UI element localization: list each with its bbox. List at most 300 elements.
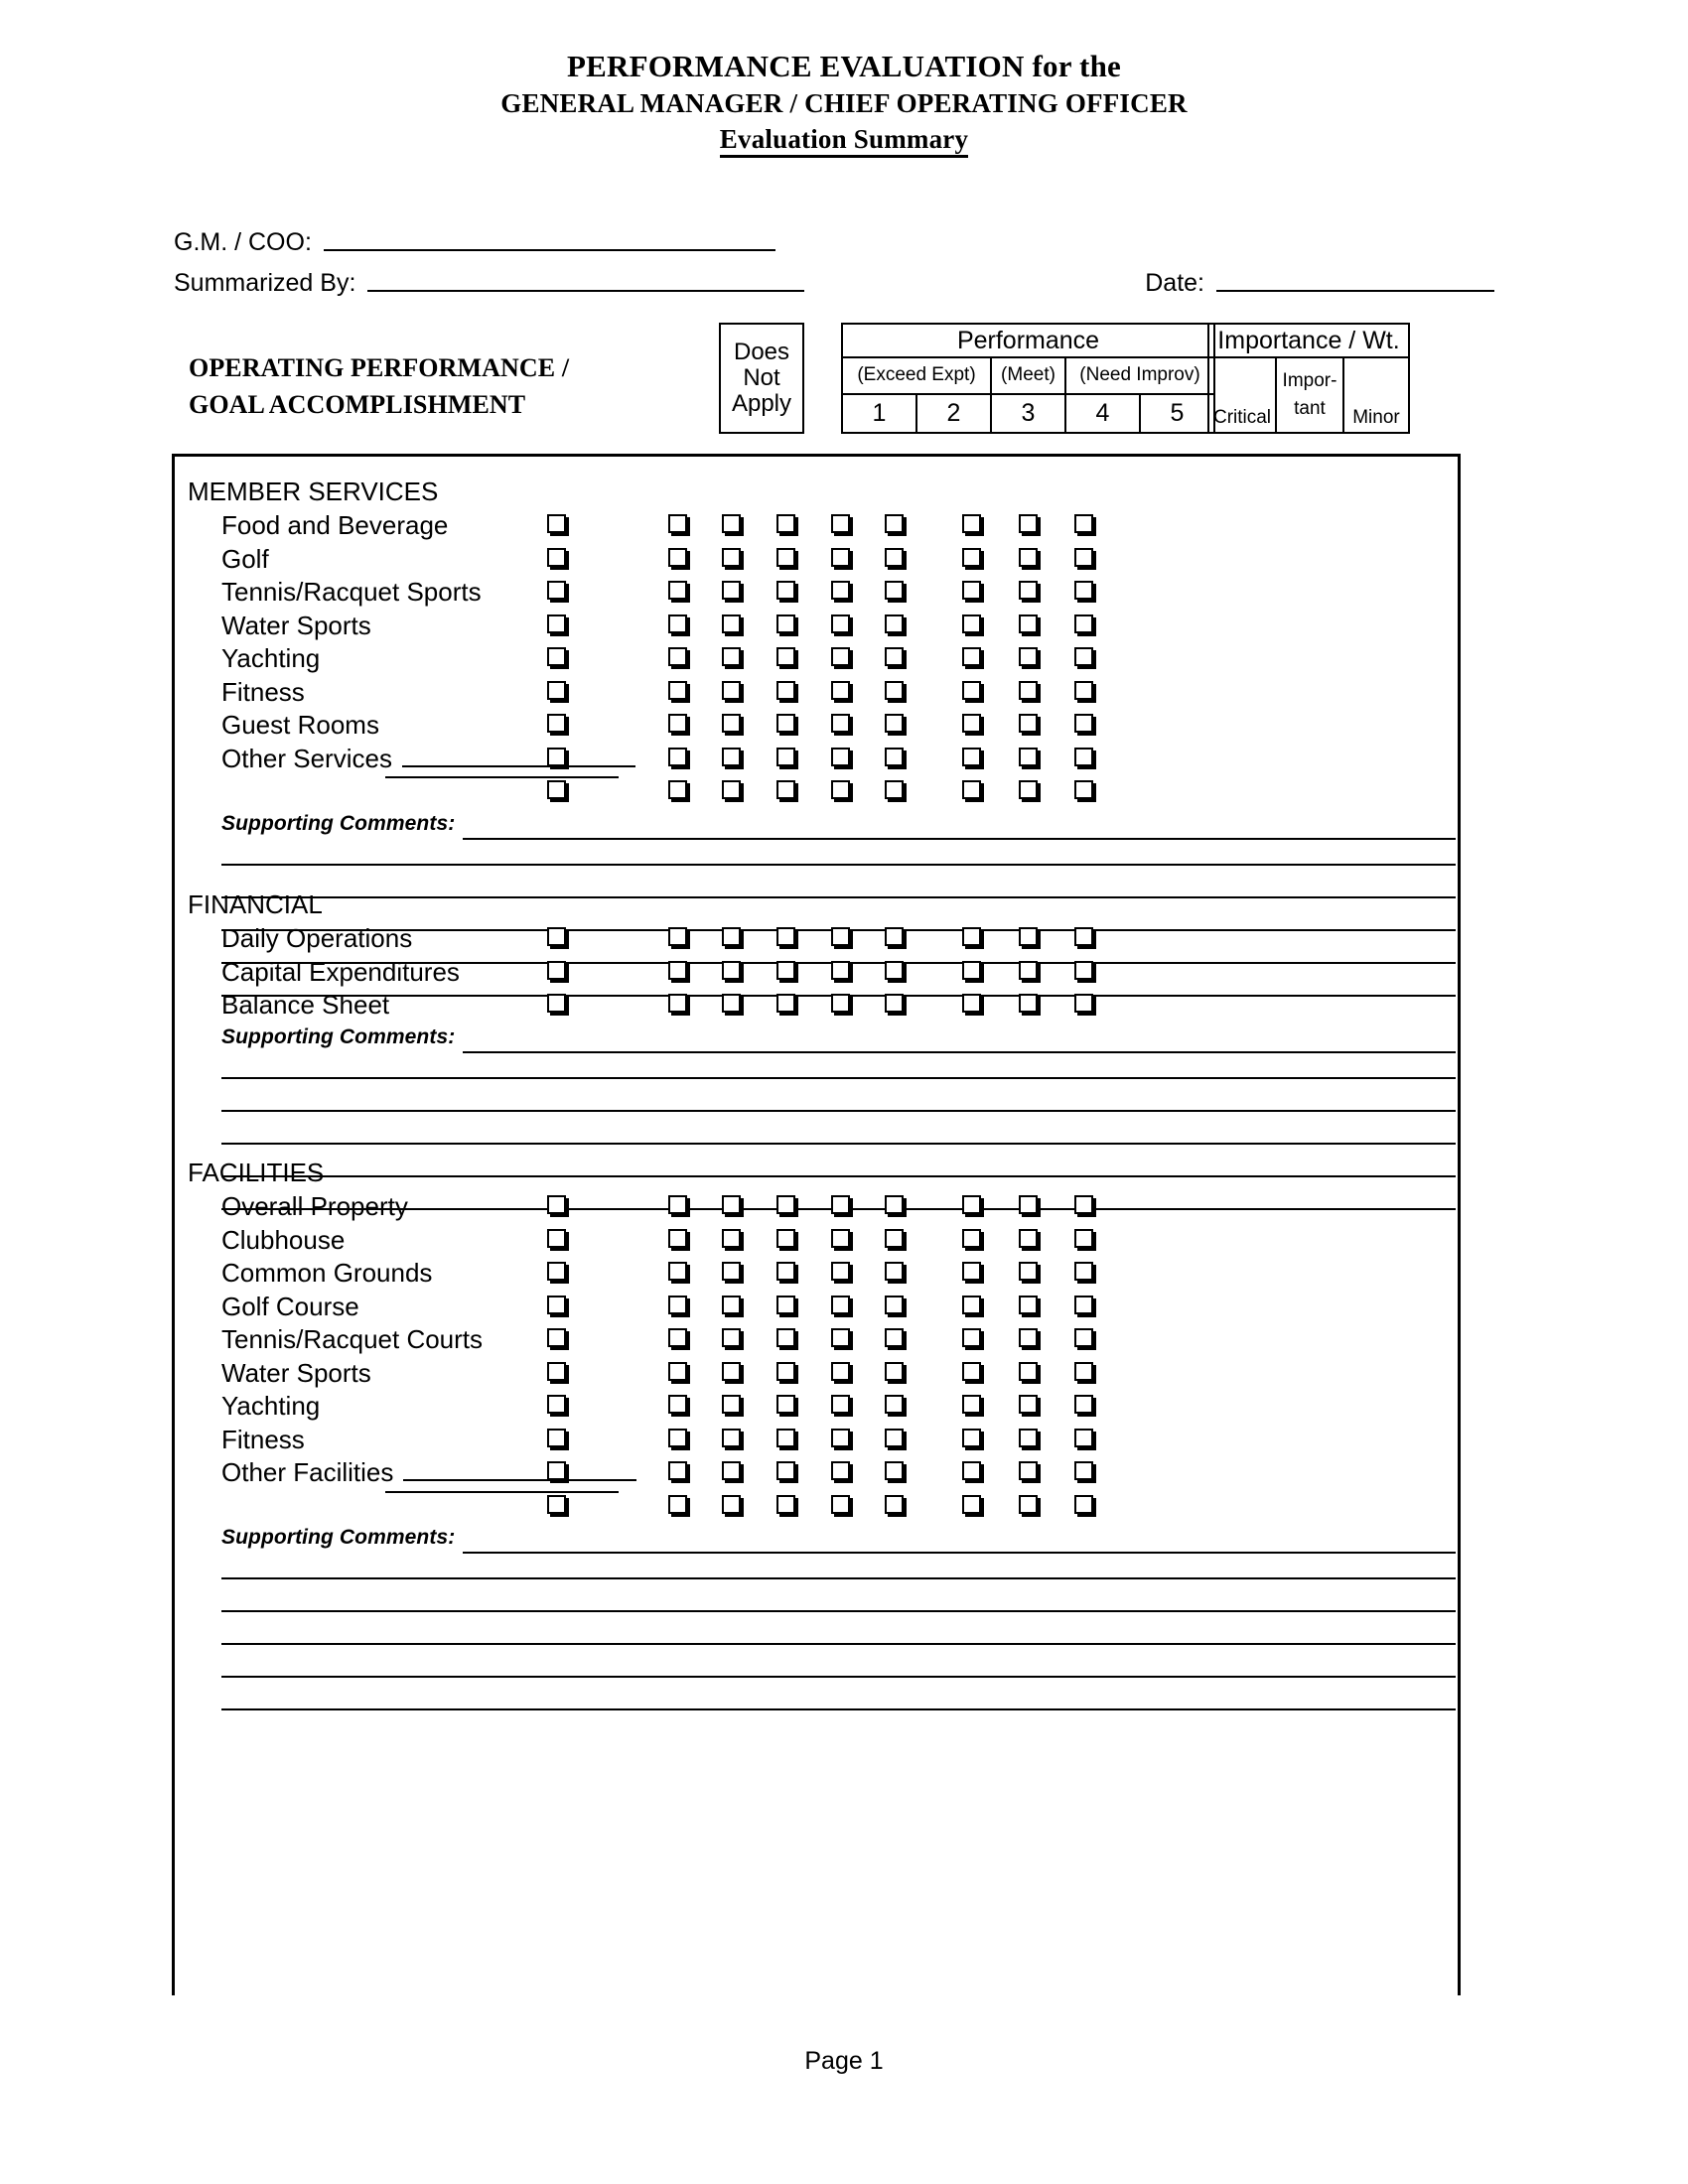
checkbox-importance-critical[interactable] [962,1362,981,1381]
rating-row-label-text: Daily Operations [221,923,413,953]
checkbox-performance-4[interactable] [831,1495,850,1514]
other-write-in-input[interactable] [385,776,619,778]
checkbox-performance-5[interactable] [885,1461,904,1480]
checkbox-performance-2[interactable] [722,1328,741,1347]
important-line1: Impor- [1282,370,1337,392]
checkbox-importance-critical[interactable] [962,714,981,733]
rating-row-label-text: Golf Course [221,1291,359,1321]
checkbox-importance-critical[interactable] [962,1395,981,1414]
rating-row-label-text: Tennis/Racquet Sports [221,577,482,607]
checkbox-performance-1[interactable] [668,514,687,533]
checkbox-performance-5[interactable] [885,1262,904,1281]
supporting-comments-line[interactable] [221,1708,1456,1710]
checkbox-importance-important[interactable] [1019,961,1038,980]
performance-scale-5: 5 [1140,394,1214,433]
checkbox-performance-2[interactable] [722,927,741,946]
checkbox-performance-5[interactable] [885,1195,904,1214]
supporting-comments-first-row [175,812,1458,852]
checkbox-performance-4[interactable] [831,927,850,946]
section-heading: MEMBER SERVICES [188,477,439,506]
checkbox-does-not-apply[interactable] [547,581,566,600]
checkbox-performance-4[interactable] [831,581,850,600]
rating-row-label-text: Guest Rooms [221,710,379,740]
checkbox-performance-5[interactable] [885,1429,904,1447]
does-not-apply-header [719,323,804,434]
checkbox-performance-2[interactable] [722,714,741,733]
checkbox-performance-3[interactable] [776,748,795,766]
gm-coo-input[interactable] [324,249,775,251]
supporting-comments [175,1526,1458,1729]
checkbox-performance-5[interactable] [885,1296,904,1314]
checkbox-does-not-apply[interactable] [547,681,566,700]
other-write-in-input[interactable] [385,1491,619,1493]
rating-row-label [221,923,412,954]
checkbox-performance-2[interactable] [722,1296,741,1314]
checkbox-importance-important[interactable] [1019,1296,1038,1314]
checkbox-importance-critical[interactable] [962,614,981,633]
checkbox-performance-3[interactable] [776,1195,795,1214]
performance-title: Performance [842,324,1214,357]
checkbox-performance-1[interactable] [668,961,687,980]
checkbox-performance-1[interactable] [668,681,687,700]
checkbox-performance-2[interactable] [722,1229,741,1248]
checkbox-importance-minor[interactable] [1074,1229,1093,1248]
rating-row [175,676,1458,713]
supporting-comments-line[interactable] [221,1643,1456,1645]
checkbox-performance-4[interactable] [831,1395,850,1414]
rating-row [175,1424,1458,1460]
performance-scale-2: 2 [916,394,991,433]
rating-scale-header [174,323,1494,432]
checkbox-performance-5[interactable] [885,1395,904,1414]
checkbox-performance-1[interactable] [668,1262,687,1281]
checkbox-importance-important[interactable] [1019,1395,1038,1414]
rating-row [175,992,1458,1025]
checkbox-performance-4[interactable] [831,1262,850,1281]
checkbox-performance-4[interactable] [831,1461,850,1480]
checkbox-performance-2[interactable] [722,1461,741,1480]
checkbox-performance-3[interactable] [776,647,795,666]
checkbox-importance-important[interactable] [1019,780,1038,799]
checkbox-performance-5[interactable] [885,994,904,1013]
checkbox-performance-1[interactable] [668,1362,687,1381]
checkbox-performance-4[interactable] [831,1328,850,1347]
gm-coo-row [174,216,1494,257]
checkbox-importance-critical[interactable] [962,1262,981,1281]
checkbox-performance-3[interactable] [776,1262,795,1281]
checkbox-performance-2[interactable] [722,1195,741,1214]
checkbox-performance-1[interactable] [668,1429,687,1447]
checkbox-performance-5[interactable] [885,714,904,733]
checkbox-importance-critical[interactable] [962,927,981,946]
checkbox-performance-5[interactable] [885,681,904,700]
rating-row-label [221,990,389,1021]
checkbox-importance-minor[interactable] [1074,581,1093,600]
rating-row [175,579,1458,613]
rating-row-label-text: Other Services [221,743,392,773]
checkbox-does-not-apply[interactable] [547,780,566,799]
checkbox-does-not-apply[interactable] [547,1195,566,1214]
rating-row-label-text: Fitness [221,676,305,707]
rating-row-label [221,611,371,641]
rating-rows [175,1193,1458,1526]
checkbox-performance-1[interactable] [668,1195,687,1214]
checkbox-performance-2[interactable] [722,994,741,1013]
checkbox-importance-critical[interactable] [962,1461,981,1480]
performance-scale-1: 1 [842,394,916,433]
checkbox-importance-important[interactable] [1019,994,1038,1013]
checkbox-importance-minor[interactable] [1074,961,1093,980]
checkbox-performance-2[interactable] [722,581,741,600]
checkbox-does-not-apply[interactable] [547,614,566,633]
checkbox-performance-3[interactable] [776,1328,795,1347]
checkbox-performance-2[interactable] [722,548,741,567]
rating-row-label-text: Golf [221,543,269,574]
supporting-comments-line[interactable] [463,838,1456,840]
checkbox-importance-minor[interactable] [1074,647,1093,666]
supporting-comments-line[interactable] [221,1676,1456,1678]
importance-level-minor: Minor [1343,357,1409,433]
rating-row-label-text: Overall Property [221,1191,408,1221]
checkbox-does-not-apply[interactable] [547,1362,566,1381]
rating-row-label [221,1391,320,1422]
checkbox-does-not-apply[interactable] [547,961,566,980]
checkbox-importance-important[interactable] [1019,1262,1038,1281]
checkbox-does-not-apply[interactable] [547,1262,566,1281]
checkbox-performance-4[interactable] [831,1229,850,1248]
checkbox-importance-minor[interactable] [1074,1495,1093,1514]
checkbox-performance-2[interactable] [722,1395,741,1414]
rating-row-label-text: Fitness [221,1424,305,1454]
date-input[interactable] [1216,290,1494,292]
rating-row [175,1459,1458,1493]
section-heading: FINANCIAL [188,889,323,919]
checkbox-importance-important[interactable] [1019,927,1038,946]
performance-descriptor-need-improv: (Need Improv) [1065,357,1214,394]
checkbox-performance-1[interactable] [668,581,687,600]
checkbox-importance-important[interactable] [1019,581,1038,600]
supporting-comments-line[interactable] [463,1051,1456,1053]
checkbox-performance-4[interactable] [831,614,850,633]
checkbox-performance-5[interactable] [885,548,904,567]
important-line2: tant [1294,398,1326,419]
checkbox-importance-important[interactable] [1019,681,1038,700]
checkbox-does-not-apply[interactable] [547,1395,566,1414]
checkbox-does-not-apply[interactable] [547,994,566,1013]
checkbox-performance-1[interactable] [668,548,687,567]
checkbox-does-not-apply[interactable] [547,1429,566,1447]
checkbox-importance-minor[interactable] [1074,1429,1093,1447]
checkbox-importance-important[interactable] [1019,1195,1038,1214]
checkbox-performance-2[interactable] [722,1495,741,1514]
checkbox-performance-3[interactable] [776,1495,795,1514]
checkbox-importance-important[interactable] [1019,1229,1038,1248]
checkbox-performance-4[interactable] [831,714,850,733]
checkbox-performance-2[interactable] [722,961,741,980]
checkbox-importance-critical[interactable] [962,780,981,799]
supporting-comments-first-row [175,1526,1458,1566]
checkbox-performance-5[interactable] [885,614,904,633]
rating-row-label-text: Clubhouse [221,1224,346,1255]
rating-row-label [385,776,619,783]
checkbox-importance-important[interactable] [1019,548,1038,567]
checkbox-performance-3[interactable] [776,994,795,1013]
checkbox-performance-3[interactable] [776,1429,795,1447]
rating-row-label-text: Common Grounds [221,1258,433,1288]
rating-row [175,1260,1458,1294]
checkbox-performance-3[interactable] [776,780,795,799]
checkbox-does-not-apply[interactable] [547,1229,566,1248]
checkbox-performance-5[interactable] [885,927,904,946]
checkbox-performance-5[interactable] [885,961,904,980]
checkbox-does-not-apply[interactable] [547,1461,566,1480]
supporting-comments-line[interactable] [221,1110,1456,1112]
checkbox-performance-5[interactable] [885,748,904,766]
checkbox-importance-minor[interactable] [1074,614,1093,633]
checkbox-performance-1[interactable] [668,1296,687,1314]
supporting-comments-line[interactable] [221,1077,1456,1079]
checkbox-performance-1[interactable] [668,614,687,633]
checkbox-performance-2[interactable] [722,1362,741,1381]
checkbox-importance-critical[interactable] [962,681,981,700]
checkbox-importance-critical[interactable] [962,1229,981,1248]
rating-row-label [385,1491,619,1498]
checkbox-performance-5[interactable] [885,1328,904,1347]
checkbox-performance-3[interactable] [776,714,795,733]
supporting-comments-label: Supporting Comments: [221,811,456,835]
rating-row-label [221,544,269,575]
checkbox-performance-2[interactable] [722,647,741,666]
checkbox-importance-important[interactable] [1019,714,1038,733]
operating-performance-line2: GOAL ACCOMPLISHMENT [189,389,526,419]
rating-row [175,645,1458,679]
gm-coo-label: G.M. / COO: [174,228,312,256]
identity-fields [174,216,1494,298]
checkbox-does-not-apply[interactable] [547,748,566,766]
checkbox-importance-important[interactable] [1019,647,1038,666]
checkbox-performance-1[interactable] [668,714,687,733]
rating-row-label [221,1324,483,1355]
checkbox-importance-important[interactable] [1019,514,1038,533]
rating-row [175,610,1458,646]
checkbox-performance-5[interactable] [885,647,904,666]
checkbox-importance-minor[interactable] [1074,994,1093,1013]
checkbox-performance-2[interactable] [722,748,741,766]
document-header [0,0,1688,158]
checkbox-importance-important[interactable] [1019,614,1038,633]
checkbox-importance-minor[interactable] [1074,1195,1093,1214]
checkbox-performance-3[interactable] [776,514,795,533]
rating-row [175,1326,1458,1360]
rating-row [175,1357,1458,1394]
summarized-by-row [174,257,1494,298]
checkbox-does-not-apply[interactable] [547,548,566,567]
rating-row [175,925,1458,959]
checkbox-does-not-apply[interactable] [547,514,566,533]
checkbox-does-not-apply[interactable] [547,927,566,946]
checkbox-importance-critical[interactable] [962,647,981,666]
checkbox-importance-critical[interactable] [962,1195,981,1214]
section-facilities [175,1160,1458,1729]
checkbox-performance-2[interactable] [722,1262,741,1281]
checkbox-performance-1[interactable] [668,647,687,666]
rating-rows [175,512,1458,812]
checkbox-performance-5[interactable] [885,514,904,533]
checkbox-performance-4[interactable] [831,1195,850,1214]
checkbox-performance-2[interactable] [722,1429,741,1447]
rating-row [175,543,1458,580]
checkbox-importance-minor[interactable] [1074,927,1093,946]
checkbox-performance-1[interactable] [668,994,687,1013]
checkbox-performance-3[interactable] [776,1229,795,1248]
checkbox-importance-critical[interactable] [962,581,981,600]
checkbox-performance-3[interactable] [776,681,795,700]
checkbox-importance-critical[interactable] [962,961,981,980]
checkbox-importance-important[interactable] [1019,748,1038,766]
checkbox-performance-4[interactable] [831,548,850,567]
checkbox-performance-1[interactable] [668,1229,687,1248]
checkbox-importance-critical[interactable] [962,548,981,567]
checkbox-importance-minor[interactable] [1074,748,1093,766]
does-not-apply-cell [720,324,803,433]
checkbox-importance-critical[interactable] [962,748,981,766]
performance-scale-3: 3 [991,394,1065,433]
checkbox-performance-1[interactable] [668,1395,687,1414]
checkbox-performance-3[interactable] [776,961,795,980]
rating-row [175,1193,1458,1227]
supporting-comments-line[interactable] [221,1610,1456,1612]
checkbox-importance-important[interactable] [1019,1328,1038,1347]
checkbox-importance-critical[interactable] [962,1429,981,1447]
checkbox-importance-critical[interactable] [962,1495,981,1514]
checkbox-performance-2[interactable] [722,614,741,633]
checkbox-importance-minor[interactable] [1074,1395,1093,1414]
checkbox-importance-important[interactable] [1019,1495,1038,1514]
checkbox-performance-5[interactable] [885,780,904,799]
checkbox-does-not-apply[interactable] [547,714,566,733]
supporting-comments-line[interactable] [221,1143,1456,1145]
performance-header [841,323,1215,434]
checkbox-performance-3[interactable] [776,1395,795,1414]
checkbox-performance-4[interactable] [831,780,850,799]
dna-line1: Does [733,339,790,366]
checkbox-importance-minor[interactable] [1074,1362,1093,1381]
checkbox-performance-1[interactable] [668,927,687,946]
checkbox-importance-minor[interactable] [1074,1296,1093,1314]
checkbox-importance-critical[interactable] [962,1296,981,1314]
checkbox-performance-4[interactable] [831,514,850,533]
checkbox-performance-4[interactable] [831,994,850,1013]
checkbox-importance-minor[interactable] [1074,1328,1093,1347]
checkbox-performance-4[interactable] [831,961,850,980]
checkbox-performance-4[interactable] [831,1362,850,1381]
checkbox-importance-critical[interactable] [962,1328,981,1347]
checkbox-performance-5[interactable] [885,1495,904,1514]
checkbox-performance-3[interactable] [776,1461,795,1480]
supporting-comments-label: Supporting Comments: [221,1024,456,1048]
supporting-comments-line[interactable] [221,1577,1456,1579]
checkbox-does-not-apply[interactable] [547,1495,566,1514]
rating-row-label-text: Balance Sheet [221,990,390,1020]
rating-row [175,1393,1458,1427]
checkbox-importance-important[interactable] [1019,1429,1038,1447]
checkbox-importance-important[interactable] [1019,1461,1038,1480]
rating-rows [175,925,1458,1025]
rating-row-label-text: Capital Expenditures [221,956,460,987]
supporting-comments-line[interactable] [221,864,1456,866]
checkbox-performance-2[interactable] [722,681,741,700]
checkbox-performance-1[interactable] [668,780,687,799]
importance-title: Importance / Wt. [1208,324,1409,357]
rating-row-label [221,1191,408,1222]
checkbox-importance-minor[interactable] [1074,1262,1093,1281]
checkbox-performance-4[interactable] [831,681,850,700]
checkbox-importance-minor[interactable] [1074,681,1093,700]
checkbox-performance-1[interactable] [668,1495,687,1514]
other-write-in-input[interactable] [403,1479,636,1481]
checkbox-does-not-apply[interactable] [547,1328,566,1347]
date-label: Date: [1145,269,1204,297]
checkbox-performance-1[interactable] [668,748,687,766]
checkbox-performance-1[interactable] [668,1328,687,1347]
supporting-comments-first-row [175,1025,1458,1065]
checkbox-performance-2[interactable] [722,780,741,799]
section-heading: FACILITIES [188,1158,325,1187]
checkbox-performance-4[interactable] [831,1296,850,1314]
checkbox-does-not-apply[interactable] [547,1296,566,1314]
summarized-by-label: Summarized By: [174,269,356,297]
checkbox-performance-4[interactable] [831,1429,850,1447]
checkbox-importance-important[interactable] [1019,1362,1038,1381]
checkbox-performance-3[interactable] [776,927,795,946]
other-write-in-input[interactable] [402,765,635,767]
checkbox-performance-4[interactable] [831,748,850,766]
checkbox-performance-5[interactable] [885,581,904,600]
checkbox-importance-critical[interactable] [962,514,981,533]
checkbox-importance-minor[interactable] [1074,514,1093,533]
checkbox-performance-3[interactable] [776,614,795,633]
checkbox-performance-3[interactable] [776,1296,795,1314]
summarized-by-input[interactable] [367,290,804,292]
rating-row-label [221,1425,305,1455]
checkbox-importance-minor[interactable] [1074,780,1093,799]
checkbox-importance-minor[interactable] [1074,714,1093,733]
supporting-comments-label: Supporting Comments: [221,1526,456,1549]
checkbox-performance-2[interactable] [722,514,741,533]
rating-row-label [221,510,448,541]
checkbox-performance-3[interactable] [776,548,795,567]
rating-row-label [221,643,320,674]
supporting-comments-line[interactable] [463,1552,1456,1554]
importance-level-important [1276,357,1343,433]
rating-row [175,778,1458,812]
checkbox-importance-minor[interactable] [1074,1461,1093,1480]
importance-header [1207,323,1410,434]
checkbox-performance-3[interactable] [776,581,795,600]
rating-row-label-text: Water Sports [221,1357,371,1388]
rating-row-label [221,744,635,774]
checkbox-performance-5[interactable] [885,1229,904,1248]
checkbox-does-not-apply[interactable] [547,647,566,666]
checkbox-importance-critical[interactable] [962,994,981,1013]
checkbox-performance-3[interactable] [776,1362,795,1381]
operating-performance-title [189,350,569,424]
checkbox-importance-minor[interactable] [1074,548,1093,567]
checkbox-performance-5[interactable] [885,1362,904,1381]
rating-row [175,1493,1458,1527]
checkbox-performance-1[interactable] [668,1461,687,1480]
checkbox-performance-4[interactable] [831,647,850,666]
